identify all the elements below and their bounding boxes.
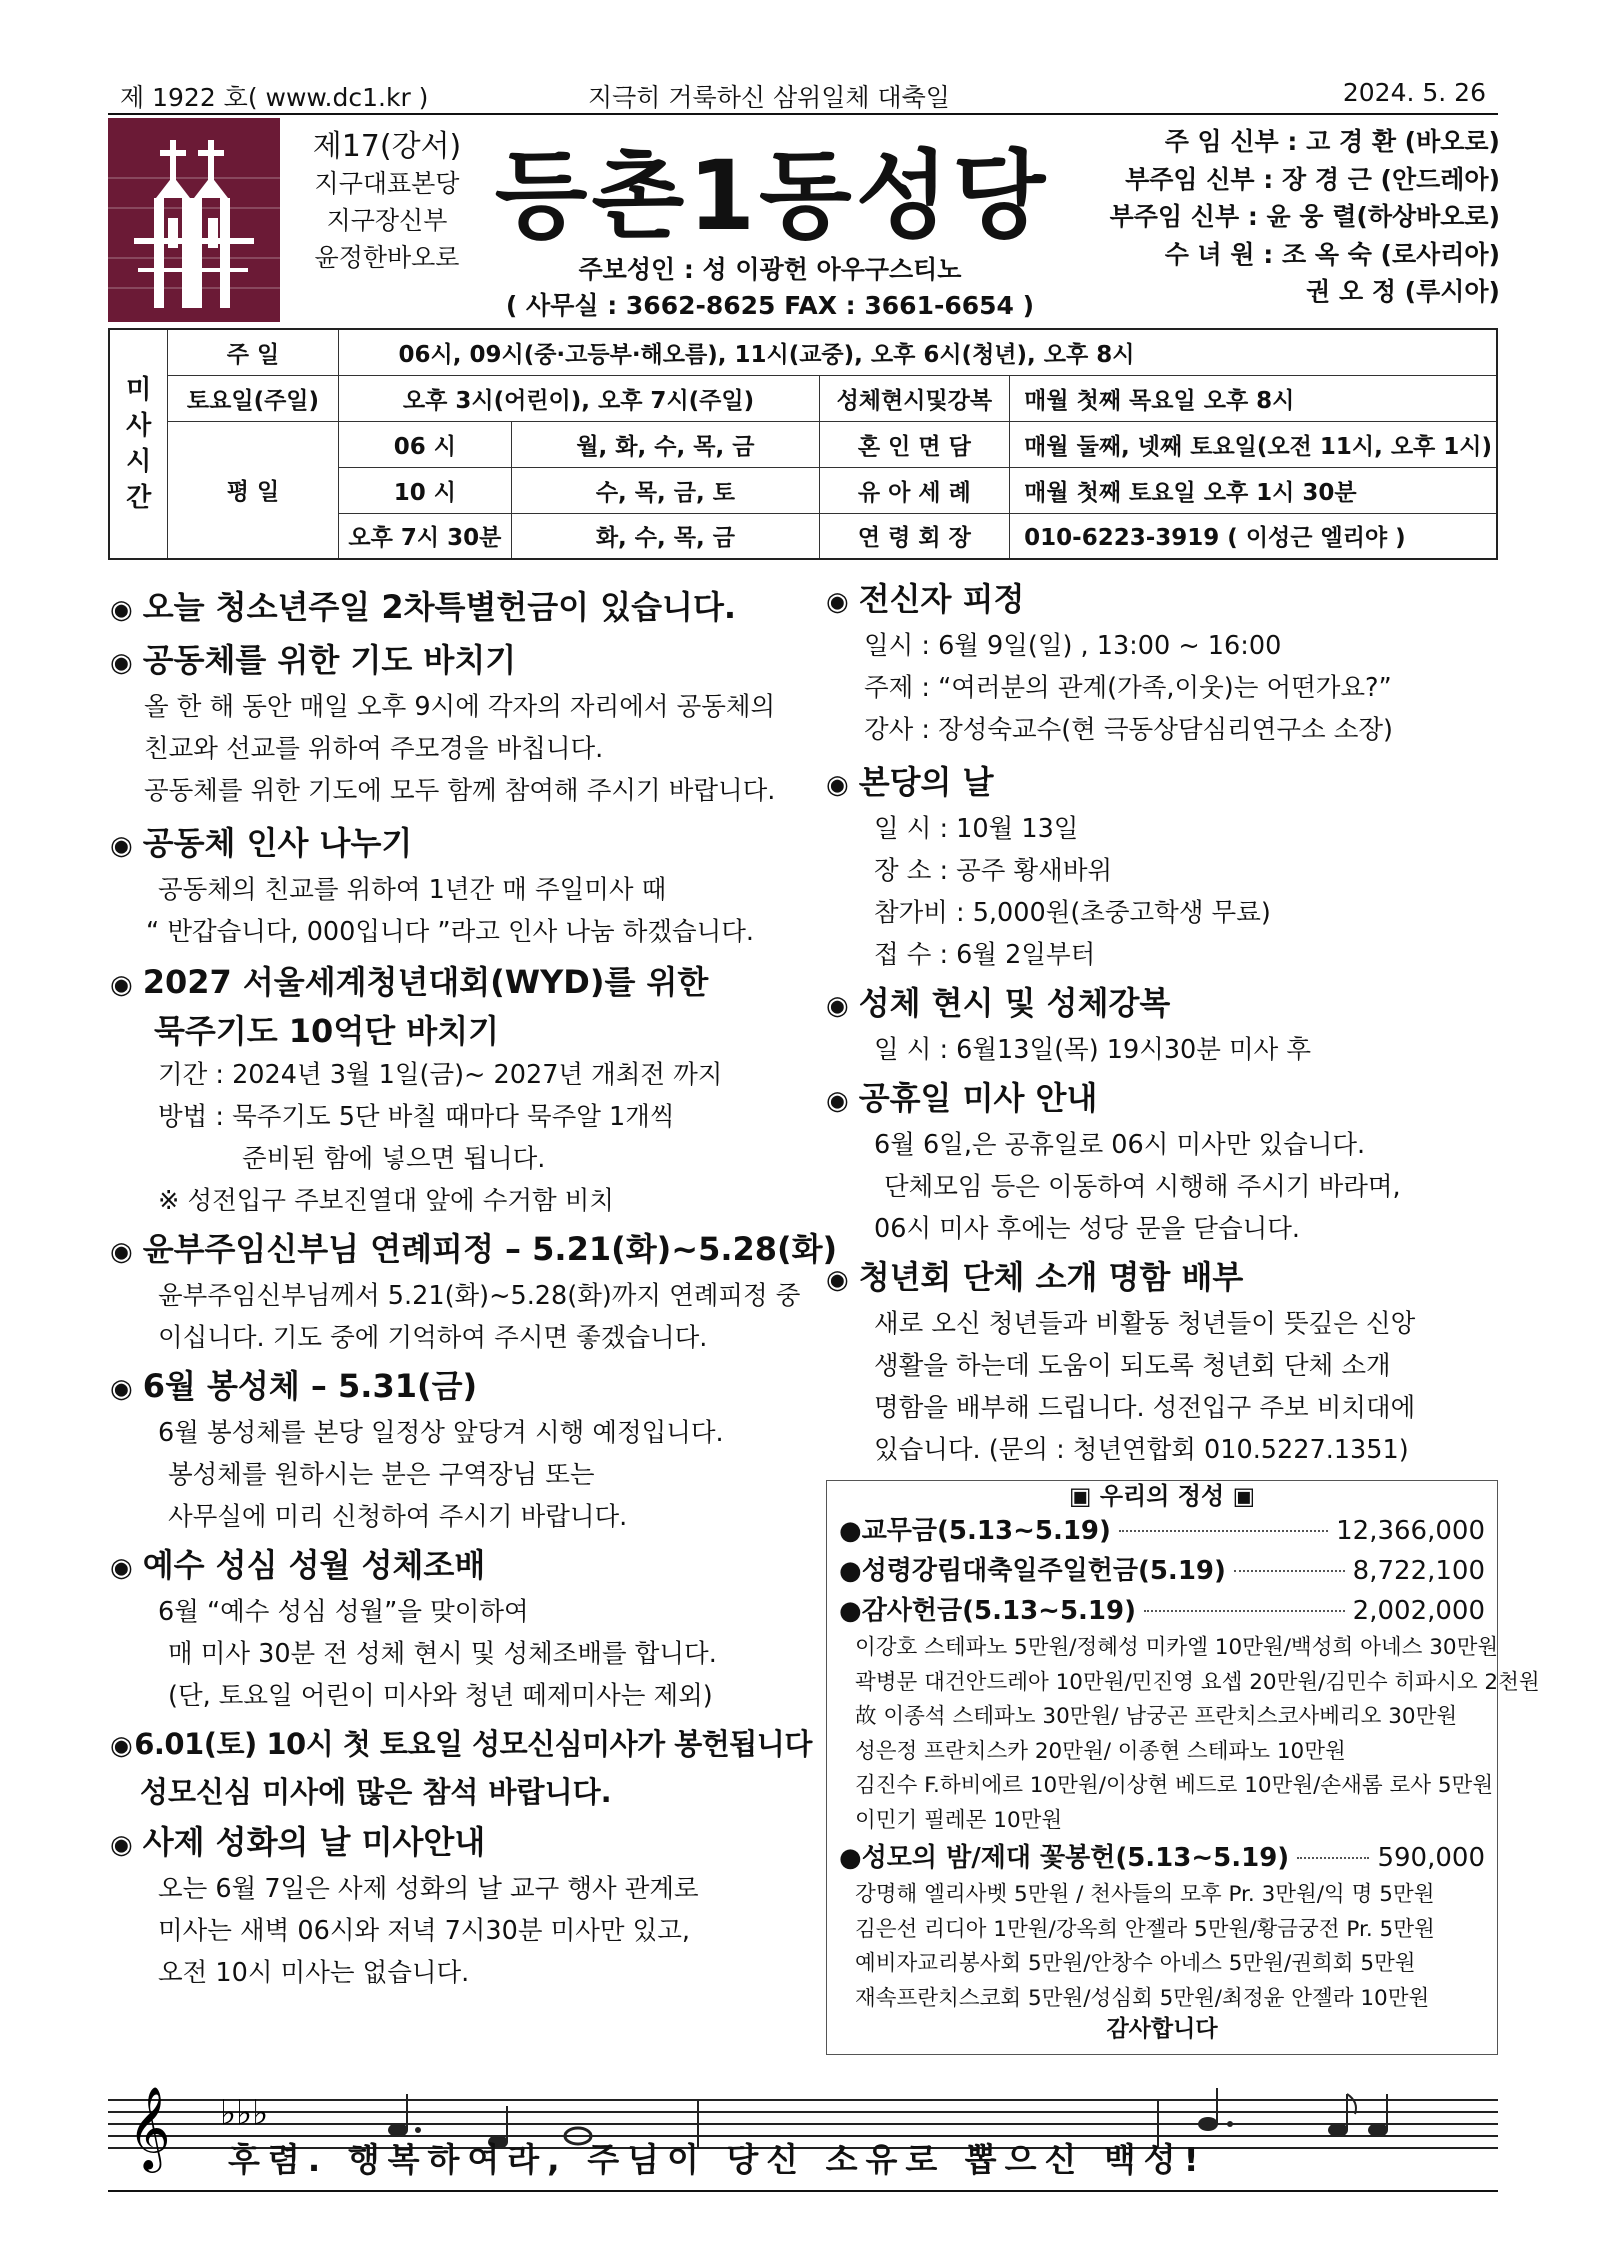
issue-number: 제 1922 호( www.dc1.kr ) [120,83,429,112]
notice-community-prayer [110,637,810,812]
song-lyrics: 후렴. 행복하여라, 주님이 당신 소유로 뽑으신 백성! [228,2140,1207,2179]
notice-adoration [826,980,1498,1071]
notice-text: ※ 성전입구 주보진열대 앞에 수거함 비치 [158,1186,615,1216]
offering-item: ● 교무금(5.13~5.19) 12,366,000 [827,1511,1497,1551]
info-value: 매월 첫째 토요일 오후 1시 30분 [1010,467,1497,513]
notice-text: 방법 : 묵주기도 5단 바칠 때마다 묵주알 1개씩 [158,1102,675,1132]
note-icon [1198,2117,1218,2131]
bullet-icon: ◉ [826,991,849,1021]
issue-date: 2024. 5. 26 [1342,78,1486,107]
mass-schedule-table [108,328,1498,560]
notice-text: 접 수 : 6월 2일부터 [874,940,1096,970]
notice-text: 미사는 새벽 06시와 저녁 7시30분 미사만 있고, [158,1916,690,1946]
notice-youth-offering [110,584,810,633]
notice-heading: 청년회 단체 소개 명함 배부 [858,1258,1244,1296]
notice-communion-visit [110,1363,810,1538]
info-value: 010-6223-3919 ( 이성근 엘리야 ) [1010,513,1497,559]
bullet-icon: ◉ [826,1265,849,1295]
adoration-label: 성체현시및강복 [819,375,1010,421]
patron-saint: 주보성인 : 성 이광헌 아우구스티노 [578,255,962,284]
offering-item: ● 성모의 밤/제대 꽃봉헌(5.13~5.19) 590,000 [827,1838,1497,1878]
clergy-row: 주 임 신부 : 고 경 환 (바오로) [1164,127,1500,156]
dot-icon: ● [839,1596,862,1626]
district-info [292,128,482,276]
bullet-icon: ◉ [110,595,133,625]
notice-heading: 공동체를 위한 기도 바치기 [142,641,517,679]
notice-heading: 6.01(토) 10시 첫 토요일 성모신심미사가 봉헌됩니다 [134,1727,812,1761]
notice-text: 친교와 선교를 위하여 주모경을 바칩니다. [144,734,604,764]
notice-text: 생활을 하는데 도움이 되도록 청년회 단체 소개 [874,1351,1391,1381]
district-priest-title: 지구장신부 [326,206,448,235]
info-label: 연 령 회 장 [819,513,1010,559]
clergy-row: 부주임 신부 : 장 경 근 (안드레아) [1125,164,1500,194]
notice-heading: 성모신심 미사에 많은 참석 바랍니다. [140,1775,612,1809]
district-role: 지구대표본당 [314,169,460,198]
weekday-label: 평 일 [168,421,338,559]
patron-info [500,252,1040,324]
notice-text: (단, 토요일 어린이 미사와 청년 떼제미사는 제외) [168,1681,713,1711]
offering-item: ● 감사헌금(5.13~5.19) 2,002,000 [827,1591,1497,1631]
notice-text: 올 한 해 동안 매일 오후 9시에 각자의 자리에서 공동체의 [144,692,776,722]
donor-line: 이강호 스테파노 5만원/정혜성 미카엘 10만원/백성희 아네스 30만원 [855,1635,1499,1660]
notice-text: 6월 봉성체를 본당 일정상 앞당겨 시행 예정입니다. [158,1418,724,1448]
weekday-time: 10 시 [338,467,512,513]
notice-heading: 전신자 피정 [858,580,1025,618]
notice-parish-retreat [826,576,1498,751]
dot-icon: ● [839,1843,862,1873]
church-building-icon [108,118,280,322]
thanks-text: 감사합니다 [1106,2016,1218,2042]
clergy-row: 권 오 정 (루시아) [1306,277,1500,306]
weekday-time: 오후 7시 30분 [338,513,512,559]
notice-text: 일시 : 6월 9일(일) , 13:00 ~ 16:00 [864,631,1282,661]
donor-line: 강명해 엘리사벳 5만원 / 천사들의 모후 Pr. 3만원/익 명 5만원 [855,1882,1435,1907]
bullet-icon: ◉ [110,1553,133,1583]
notice-text: 장 소 : 공주 황새바위 [874,856,1113,886]
notice-text: 오전 10시 미사는 없습니다. [158,1958,470,1988]
notice-text: 명함을 배부해 드립니다. 성전입구 주보 비치대에 [874,1393,1416,1423]
bullet-icon: ◉ [110,1237,133,1267]
notice-text: 오는 6월 7일은 사제 성화의 날 교구 행사 관계로 [158,1874,699,1904]
top-rule [108,113,1498,115]
notice-heading: 사제 성화의 날 미사안내 [142,1823,486,1861]
notice-text: 기간 : 2024년 3월 1일(금)~ 2027년 개최전 까지 [158,1060,723,1090]
district-number: 제17(강서) [312,129,462,164]
notice-marian-mass [110,1721,810,1815]
donor-line: 예비자교리봉사회 5만원/안창수 아네스 5만원/권희회 5만원 [855,1951,1416,1976]
bullet-icon: ◉ [826,1086,849,1116]
notice-text: 공동체를 위한 기도에 모두 함께 참여해 주시기 바랍니다. [144,776,776,806]
donor-line: 곽병문 대건안드레아 10만원/민진영 요셉 20만원/김민수 히파시오 2천원 [855,1669,1540,1695]
notice-text: 있습니다. (문의 : 청년연합회 010.5227.1351) [874,1435,1409,1465]
notice-heading: 묵주기도 10억단 바치기 [154,1012,500,1050]
dot-icon: ● [839,1516,862,1546]
parish-logo [108,118,280,322]
notice-youth-card [826,1254,1498,1471]
info-value: 매월 둘째, 넷째 토요일(오전 11시, 오후 1시) [1010,421,1497,467]
weekday-days: 화, 수, 목, 금 [512,513,819,559]
bullet-icon: ◉ [826,770,849,800]
notice-heading: 성체 현시 및 성체강복 [858,984,1171,1022]
donor-line: 이민기 필레몬 10만원 [855,1807,1063,1833]
bullet-icon: ◉ [110,1731,133,1761]
notice-text: 주제 : “여러분의 관계(가족,이웃)는 어떤가요?” [864,673,1392,703]
notice-heading: 윤부주임신부님 연례피정 – 5.21(화)~5.28(화) [142,1230,838,1268]
notice-retreat [110,1226,838,1359]
notice-heading: 본당의 날 [858,763,994,801]
notice-text: 사무실에 미리 신청하여 주시기 바랍니다. [168,1502,628,1532]
notice-text: 일 시 : 6월13일(목) 19시30분 미사 후 [874,1035,1312,1065]
masthead-line [108,78,1498,118]
notice-heading: 6월 봉성체 – 5.31(금) [142,1367,478,1405]
notice-text: 단체모임 등은 이동하여 시행해 주시기 바라며, [884,1172,1401,1202]
bottom-rule [108,2190,1498,2192]
bullet-icon: ◉ [110,831,133,861]
parish-title: 등촌1동성당 [494,140,1050,252]
clergy-row: 수 녀 원 : 조 옥 숙 (로사리아) [1164,239,1500,269]
saturday-label: 토요일(주일) [168,375,338,421]
notice-text: 6월 “예수 성심 성월”을 맞이하여 [158,1597,529,1627]
sunday-label: 주 일 [168,329,338,375]
clergy-list [1080,123,1500,311]
bullet-icon: ◉ [110,970,133,1000]
treble-clef-icon: 𝄞 [128,2086,171,2169]
notice-text: 이십니다. 기도 중에 기억하여 주시면 좋겠습니다. [158,1323,708,1353]
notice-greeting [110,820,810,953]
notice-text: 06시 미사 후에는 성당 문을 닫습니다. [874,1214,1300,1244]
donor-line: 故 이종석 스테파노 30만원/ 남궁곤 프란치스코사베리오 30만원 [855,1704,1458,1729]
district-priest-name: 윤정한바오로 [314,243,460,272]
notice-text: 새로 오신 청년들과 비활동 청년들이 뜻깊은 신앙 [874,1309,1416,1339]
bullet-icon: ◉ [110,1374,133,1404]
svg-text:♭♭♭: ♭♭♭ [220,2093,269,2133]
donor-line: 김은선 리디아 1만원/강옥희 안젤라 5만원/황금궁전 Pr. 5만원 [855,1916,1435,1942]
notice-holiday-mass [826,1075,1498,1250]
donor-line: 성은정 프란치스카 20만원/ 이종현 스테파노 10만원 [855,1738,1346,1764]
offering-box [826,1480,1540,2055]
right-column [826,576,1498,1475]
bullet-icon: ◉ [110,1830,133,1860]
mass-label: 미 사 시 간 [109,329,168,559]
info-label: 혼 인 면 담 [819,421,1010,467]
bullet-icon: ◉ [110,648,133,678]
adoration-time: 매월 첫째 목요일 오후 8시 [1010,375,1497,421]
notice-text: 일 시 : 10월 13일 [874,814,1079,844]
notice-text: 윤부주임신부님께서 5.21(화)~5.28(화)까지 연례피정 중 [158,1281,801,1311]
weekday-time: 06 시 [338,421,512,467]
offering-title: ▣ 우리의 정성 ▣ [1068,1482,1256,1510]
notice-sacred-heart [110,1542,810,1717]
notice-text: 6월 6일,은 공휴일로 06시 미사만 있습니다. [874,1130,1366,1160]
clergy-row: 부주임 신부 : 윤 웅 렬(하상바오로) [1109,202,1500,231]
notice-text: 참가비 : 5,000원(초중고학생 무료) [874,898,1271,928]
office-contact: ( 사무실 : 3662-8625 FAX : 3661-6654 ) [505,291,1035,320]
notice-heading: 공동체 인사 나누기 [142,824,413,862]
notice-text: 준비된 함에 넣으면 됩니다. [242,1144,546,1174]
notice-text: 매 미사 30분 전 성체 현시 및 성체조배를 합니다. [168,1639,717,1669]
notice-text: 강사 : 장성숙교수(현 극동상담심리연구소 소장) [864,715,1393,745]
saturday-times: 오후 3시(어린이), 오후 7시(주일) [338,375,819,421]
left-column [110,584,838,1998]
donor-line: 재속프란치스코회 5만원/성심회 5만원/최정윤 안젤라 10만원 [855,1985,1430,2011]
notice-text: 공동체의 친교를 위하여 1년간 매 주일미사 때 [158,875,667,905]
sunday-times: 06시, 09시(중·고등부·해오름), 11시(교중), 오후 6시(청년), 오후 8시 [338,329,1497,375]
weekday-days: 월, 화, 수, 목, 금 [512,421,819,467]
info-label: 유 아 세 례 [819,467,1010,513]
notice-text: “ 반갑습니다, 000입니다 ”라고 인사 나눔 하겠습니다. [146,917,754,947]
notice-heading: 2027 서울세계청년대회(WYD)를 위한 [142,963,709,1001]
feast-name: 지극히 거룩하신 삼위일체 대축일 [588,83,950,112]
offering-item: ● 성령강림대축일주일헌금(5.19) 8,722,100 [827,1551,1497,1591]
notice-wyd-rosary [110,959,810,1222]
weekday-days: 수, 목, 금, 토 [512,467,819,513]
notice-heading: 공휴일 미사 안내 [858,1079,1098,1117]
dot-icon: ● [839,1556,862,1586]
notice-heading: 예수 성심 성월 성체조배 [142,1546,486,1584]
notice-priest-day [110,1819,810,1994]
bullet-icon: ◉ [826,587,849,617]
donor-line: 김진수 F.하비에르 10만원/이상현 베드로 10만원/손새롬 로사 5만원 [855,1773,1494,1798]
notice-heading: 오늘 청소년주일 2차특별헌금이 있습니다. [142,588,737,626]
notice-parish-day [826,759,1498,976]
notice-text: 봉성체를 원하시는 분은 구역장님 또는 [168,1460,595,1490]
